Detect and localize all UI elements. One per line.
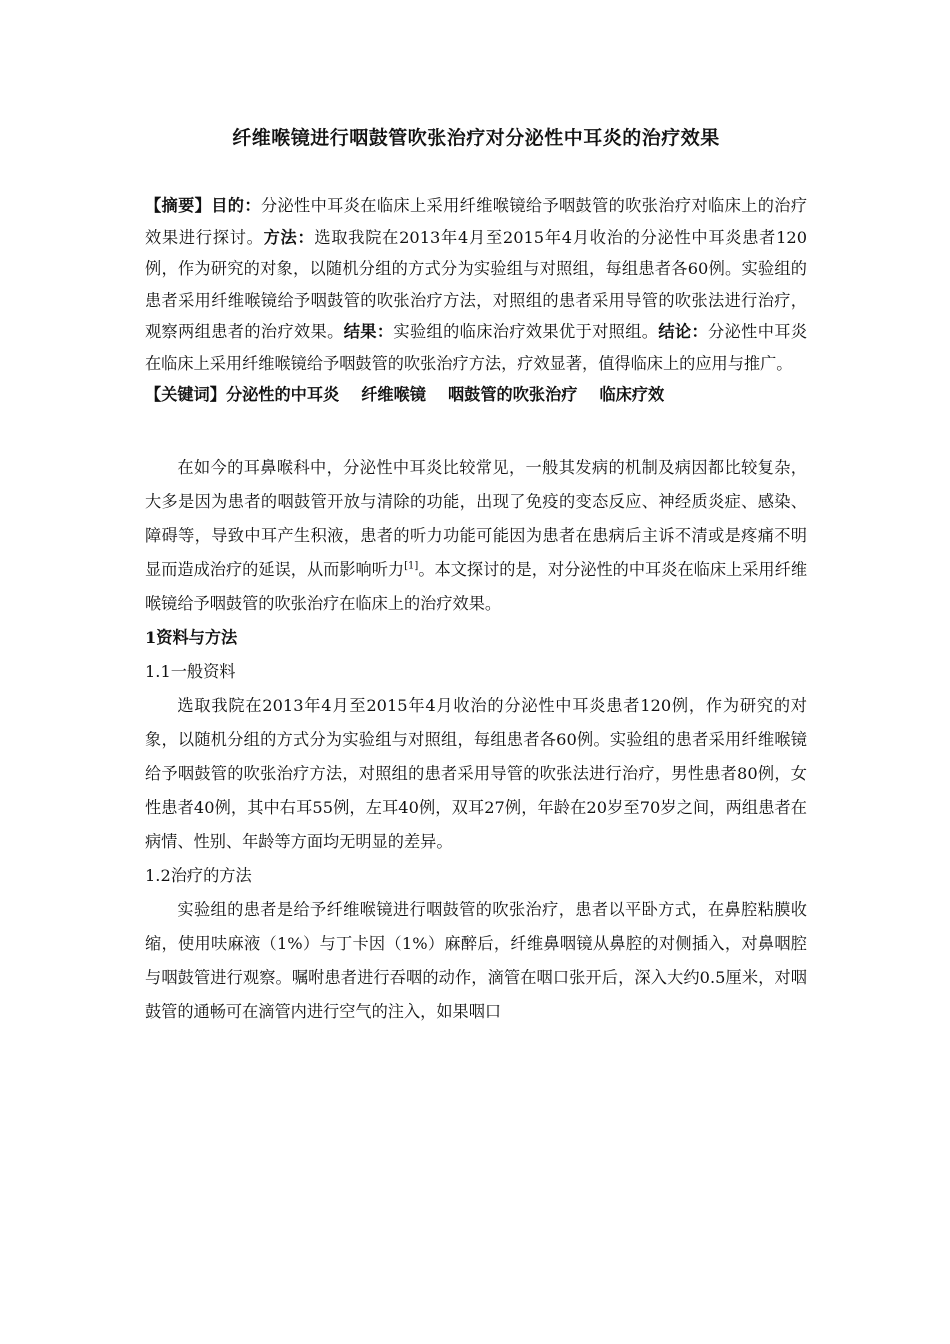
general-data-paragraph: 选取我院在2013年4月至2015年4月收治的分泌性中耳炎患者120例，作为研究的对象，以随机分组的方式分为实验组与对照组，每组患者各60例。实验组的患者采用纤维喉镜给予咽鼓管的吹张治疗方法，对照组的患者采用导管的吹张法进行治疗，男性患者80例，女性患者40例，其中右耳55例，左耳40例，双耳27例，年龄在20岁至70岁之间，两组患者在病情、性别、年龄等方面均无明显的差异。	[145, 696, 807, 851]
results-label: 结果：	[343, 322, 394, 341]
objective-label: 目的：	[211, 196, 261, 215]
keywords	[145, 379, 807, 411]
conclusion-text: 分泌性中耳炎在临床上采用纤维喉镜给予咽鼓管的吹张治疗方法，疗效显著，值得临床上的应用与推广。	[145, 322, 808, 373]
keyword: 分泌性的中耳炎	[225, 385, 340, 404]
intro-paragraph	[145, 451, 807, 621]
citation: [1]	[404, 560, 419, 572]
intro-text: 在如今的耳鼻喉科中，分泌性中耳炎比较常见，一般其发病的机制及病因都比较复杂，大多是因为患者的咽鼓管开放与清除的功能，出现了免疫的变态反应、神经质炎症、感染、障碍等，导致中耳产生积液，患者的听力功能可能因为患者在患病后主诉不清或是疼痛不明显而造成治疗的延误，从而影响听力	[145, 458, 807, 579]
abstract-label: 【摘要】	[145, 196, 212, 215]
subsection-heading: 1.2治疗的方法	[145, 866, 252, 885]
keyword: 咽鼓管的吹张治疗	[448, 385, 578, 404]
section-heading: 1资料与方法	[145, 628, 238, 647]
results-text: 实验组的临床治疗效果优于对照组。	[393, 322, 659, 341]
methods-text: 选取我院在2013年4月至2015年4月收治的分泌性中耳炎患者120例，作为研究的对象，以随机分组的方式分为实验组与对照组，每组患者各60例。实验组的患者采用纤维喉镜给予咽鼓管的吹张治疗方法，对照组的患者采用导管的吹张法进行治疗，观察两组患者的治疗效果。	[145, 227, 808, 341]
keyword: 临床疗效	[599, 385, 665, 404]
keyword: 纤维喉镜	[361, 385, 426, 404]
subsection-heading: 1.1一般资料	[145, 662, 236, 681]
document-page	[145, 118, 807, 1029]
abstract	[145, 190, 807, 379]
treatment-method-paragraph: 实验组的患者是给予纤维喉镜进行咽鼓管的吹张治疗，患者以平卧方式，在鼻腔粘膜收缩，使用呋麻液（1%）与丁卡因（1%）麻醉后，纤维鼻咽镜从鼻腔的对侧插入，对鼻咽腔与咽鼓管进行观察。嘱咐患者进行吞咽的动作，滴管在咽口张开后，深入大约0.5厘米，对咽鼓管的通畅可在滴管内进行空气的注入，如果咽口	[145, 900, 807, 1021]
methods-label: 方法：	[263, 227, 315, 247]
keywords-label: 【关键词】	[145, 385, 226, 404]
conclusion-label: 结论：	[658, 322, 709, 341]
intro-text-end: 。本文探讨的是，对分泌性的中耳炎在临床上采用纤维喉镜给予咽鼓管的吹张治疗在临床上的治疗效果。	[145, 560, 808, 613]
objective-text: 分泌性中耳炎在临床上采用纤维喉镜给予咽鼓管的吹张治疗对临床上的治疗效果进行探讨。	[145, 196, 808, 247]
spacer	[145, 411, 807, 451]
document-title: 纤维喉镜进行咽鼓管吹张治疗对分泌性中耳炎的治疗效果	[232, 127, 720, 149]
